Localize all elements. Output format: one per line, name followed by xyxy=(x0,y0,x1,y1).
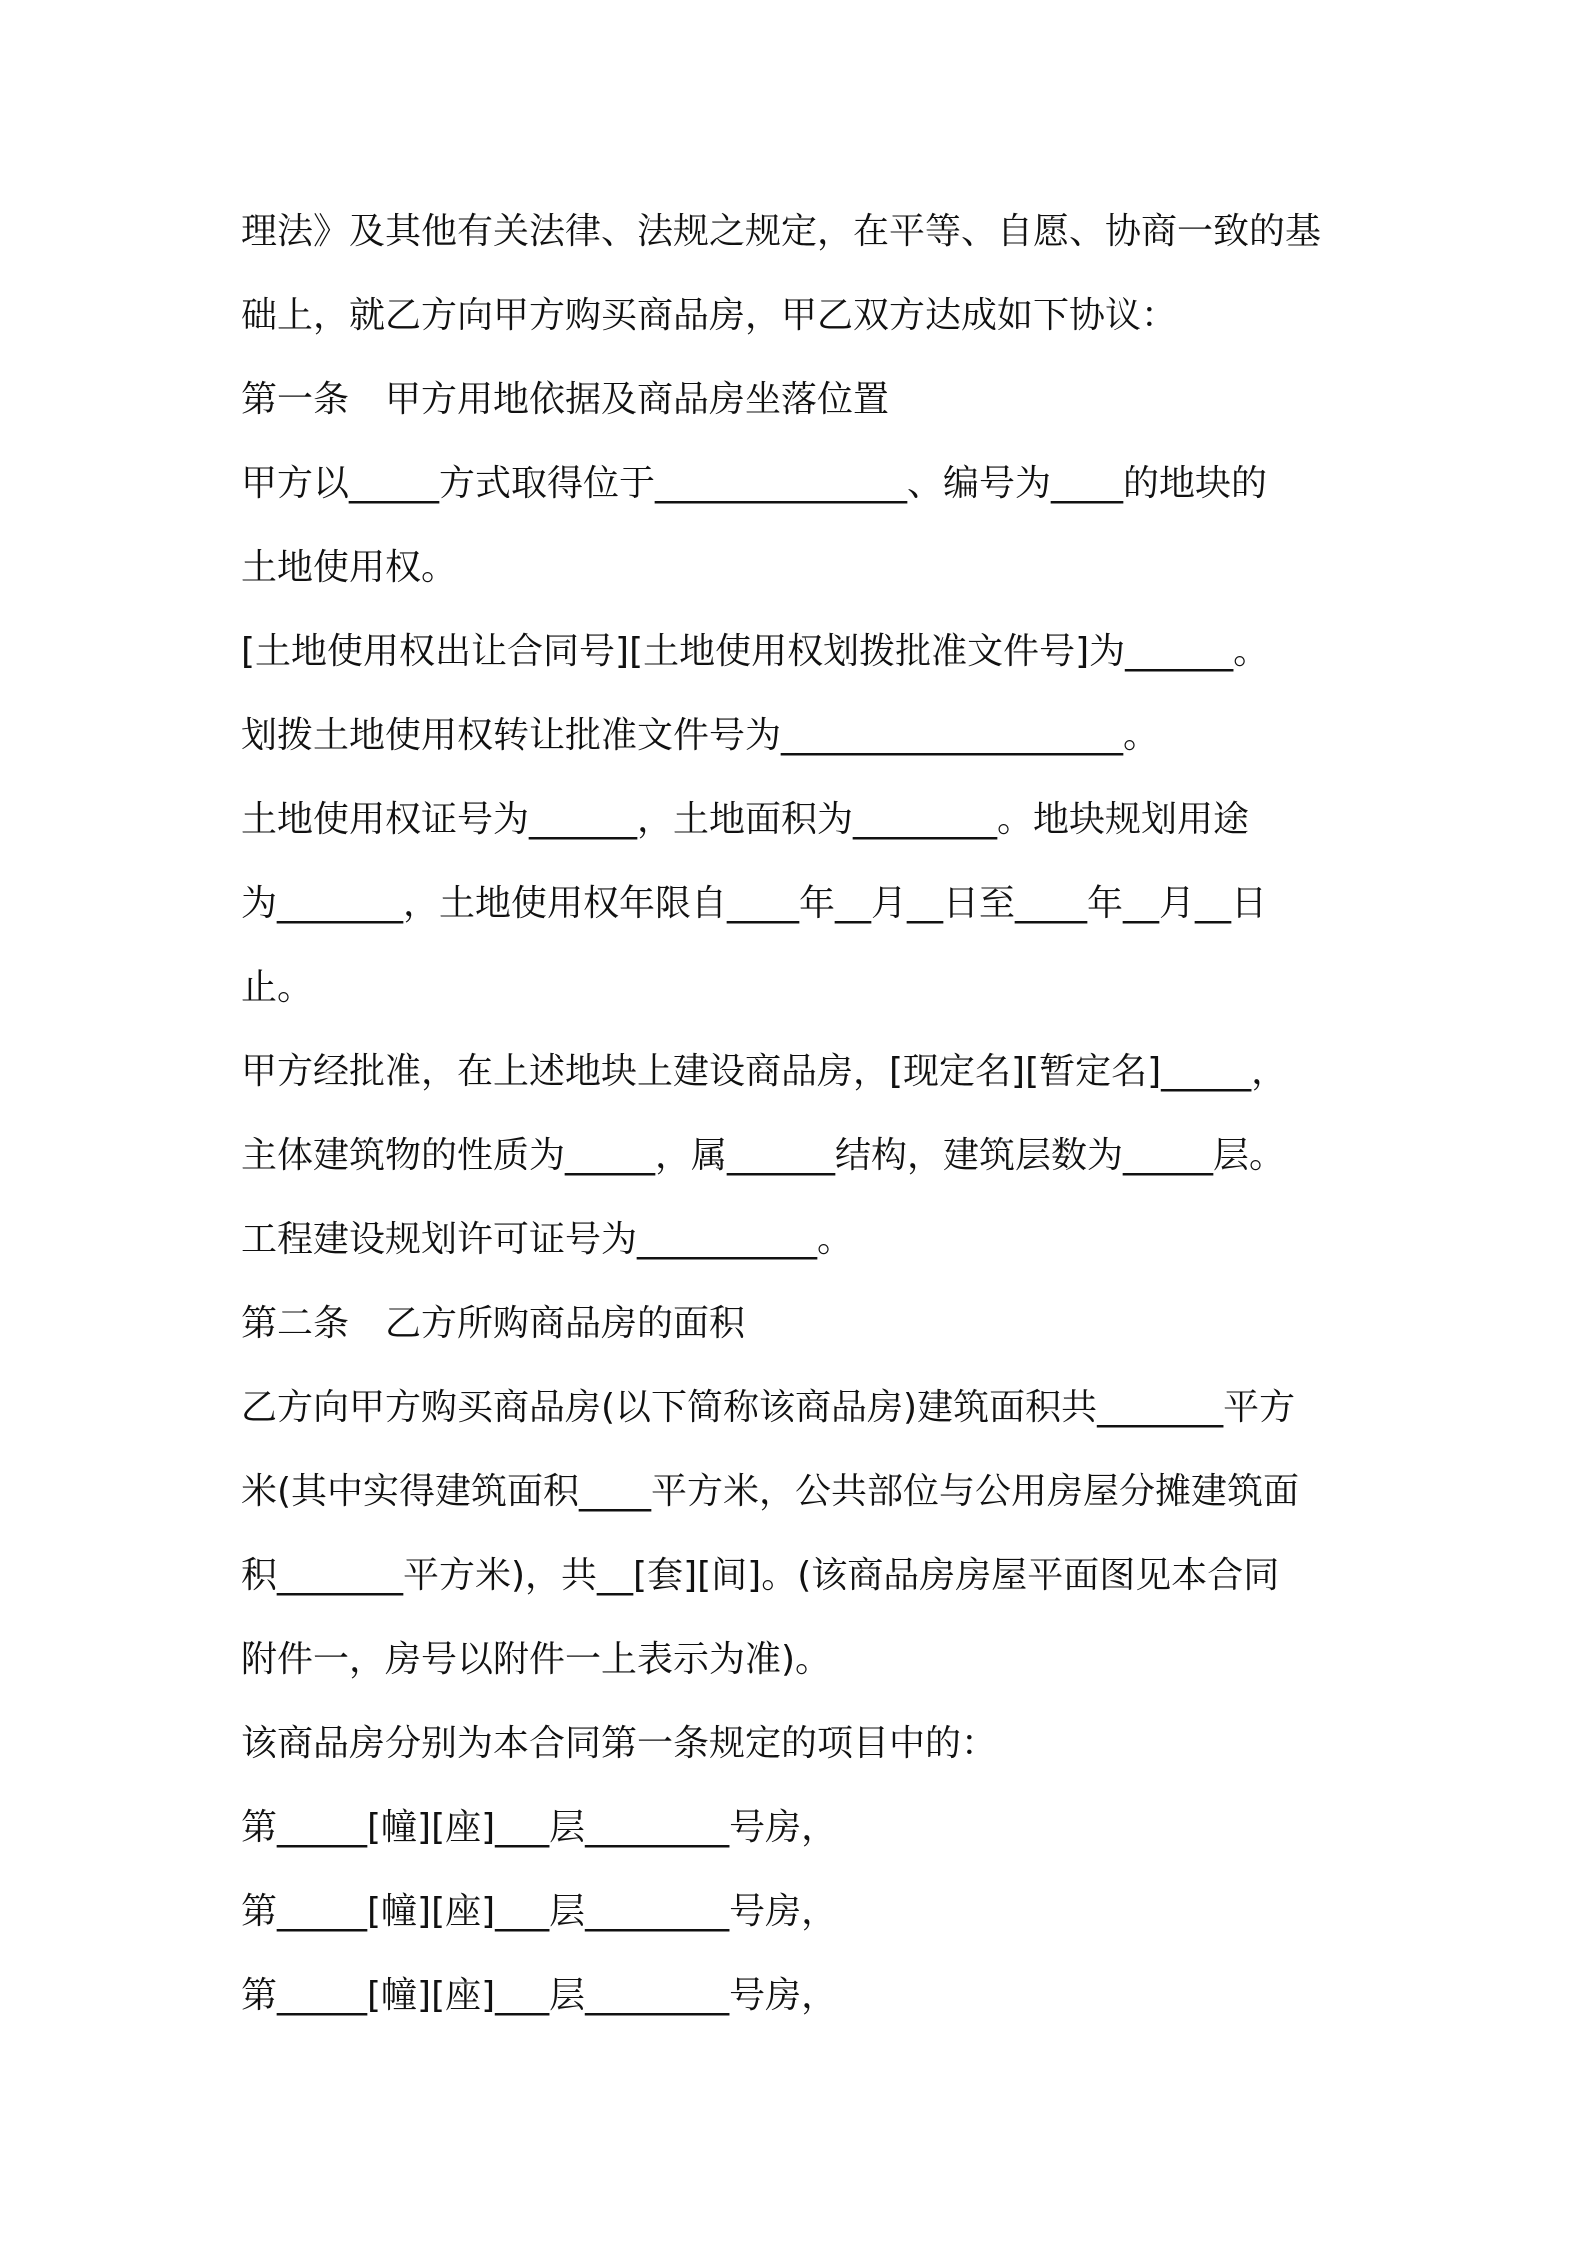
paragraph-line: 甲方经批准，在上述地块上建设商品房，[现定名][暂定名]_____， xyxy=(241,1051,1288,1092)
paragraph-line: 划拨土地使用权转让批准文件号为___________________。 xyxy=(241,715,1160,756)
paragraph-line: 土地使用权证号为______，土地面积为________。地块规划用途 xyxy=(241,799,1250,840)
list-item: 第_____[幢][座]___层________号房， xyxy=(241,1891,838,1932)
paragraph-line: 甲方以_____方式取得位于______________、编号为____的地块的 xyxy=(241,463,1268,504)
paragraph-line: 工程建设规划许可证号为__________。 xyxy=(241,1219,854,1260)
paragraph-line: 积_______平方米)，共__[套][间]。(该商品房房屋平面图见本合同 xyxy=(241,1555,1280,1596)
paragraph-line: 附件一，房号以附件一上表示为准)。 xyxy=(241,1639,832,1680)
article-heading: 第二条 乙方所购商品房的面积 xyxy=(241,1303,746,1344)
paragraph-line: 该商品房分别为本合同第一条规定的项目中的： xyxy=(241,1723,998,1764)
paragraph-line: [土地使用权出让合同号][土地使用权划拨批准文件号]为______。 xyxy=(241,631,1270,672)
article-heading: 第一条 甲方用地依据及商品房坐落位置 xyxy=(241,379,890,420)
paragraph-line: 理法》及其他有关法律、法规之规定，在平等、自愿、协商一致的基 xyxy=(241,211,1322,252)
paragraph-line: 止。 xyxy=(241,967,314,1008)
contract-body xyxy=(241,190,1361,2038)
paragraph-line: 础上，就乙方向甲方购买商品房，甲乙双方达成如下协议： xyxy=(241,295,1178,336)
list-item: 第_____[幢][座]___层________号房， xyxy=(241,1975,838,2016)
paragraph-line: 土地使用权。 xyxy=(241,547,458,588)
paragraph-line: 米(其中实得建筑面积____平方米，公共部位与公用房屋分摊建筑面 xyxy=(241,1471,1300,1512)
paragraph-line: 乙方向甲方购买商品房(以下简称该商品房)建筑面积共_______平方 xyxy=(241,1387,1296,1428)
list-item: 第_____[幢][座]___层________号房， xyxy=(241,1807,838,1848)
paragraph-line: 主体建筑物的性质为_____，属______结构，建筑层数为_____层。 xyxy=(241,1135,1286,1176)
paragraph-line: 为_______，土地使用权年限自____年__月__日至____年__月__日 xyxy=(241,883,1268,924)
